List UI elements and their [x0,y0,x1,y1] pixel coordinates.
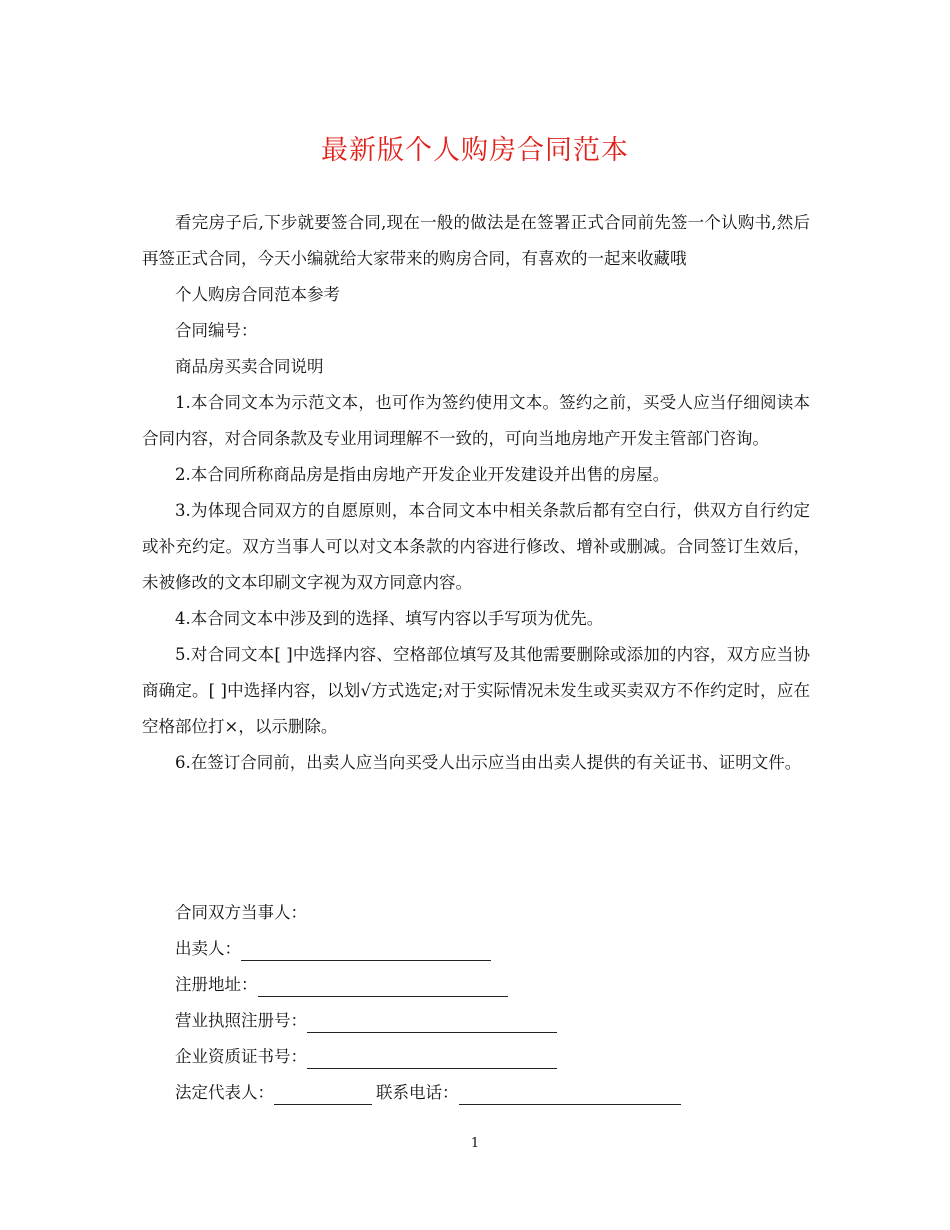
party-fields [175,895,685,1111]
parties-heading [175,895,685,931]
address-label: 注册地址： [175,975,258,994]
seller-field [175,931,685,967]
parties-label: 合同双方当事人： [175,903,307,922]
document-title: 最新版个人购房合同范本 [321,135,629,166]
phone-blank [459,1082,681,1105]
legal-rep-blank [274,1082,372,1105]
clause-paragraph: 1.本合同文本为示范文本，也可作为签约使用文本。签约之前，买受人应当仔细阅读本合同内容，对合同条款及专业用词理解不一致的，可向当地房地产开发主管部门咨询。 [142,393,810,448]
clause-paragraph: 3.为体现合同双方的自愿原则，本合同文本中相关条款后都有空白行，供双方自行约定或补充约定。双方当事人可以对文本条款的内容进行修改、增补或删减。合同签订生效后，未被修改的文本印刷文字视为双方同意内容。 [142,501,810,592]
legal-rep-field [175,1075,685,1111]
address-blank [258,974,508,997]
address-field [175,967,685,1003]
section-heading: 商品房买卖合同说明 [175,357,324,376]
license-label: 营业执照注册号： [175,1011,307,1030]
phone-label: 联系电话： [376,1083,459,1102]
intro-paragraph: 看完房子后,下步就要签合同,现在一般的做法是在签署正式合同前先签一个认购书,然后再签正式合同，今天小编就给大家带来的购房合同，有喜欢的一起来收藏哦 [142,213,810,268]
seller-label: 出卖人： [175,939,241,958]
license-field [175,1003,685,1039]
clause-paragraph: 6.在签订合同前，出卖人应当向买受人出示应当由出卖人提供的有关证书、证明文件。 [175,753,802,772]
qualification-label: 企业资质证书号： [175,1047,307,1066]
qualification-blank [307,1046,557,1069]
section-heading: 个人购房合同范本参考 [175,285,340,304]
license-blank [307,1010,557,1033]
qualification-field [175,1039,685,1075]
legal-rep-label: 法定代表人： [175,1083,274,1102]
seller-blank [241,938,491,961]
clause-paragraph: 4.本合同文本中涉及到的选择、填写内容以手写项为优先。 [175,609,604,628]
document-body [142,205,810,781]
page-number: 1 [470,1136,480,1151]
clause-paragraph: 2.本合同所称商品房是指由房地产开发企业开发建设并出售的房屋。 [175,465,670,484]
contract-number-label: 合同编号： [175,321,258,340]
clause-paragraph: 5.对合同文本[ ]中选择内容、空格部位填写及其他需要删除或添加的内容，双方应当协商确定。[ ]中选择内容，以划√方式选定;对于实际情况未发生或买卖双方不作约定时，应在空格部位打×，以示删除。 [142,645,810,736]
